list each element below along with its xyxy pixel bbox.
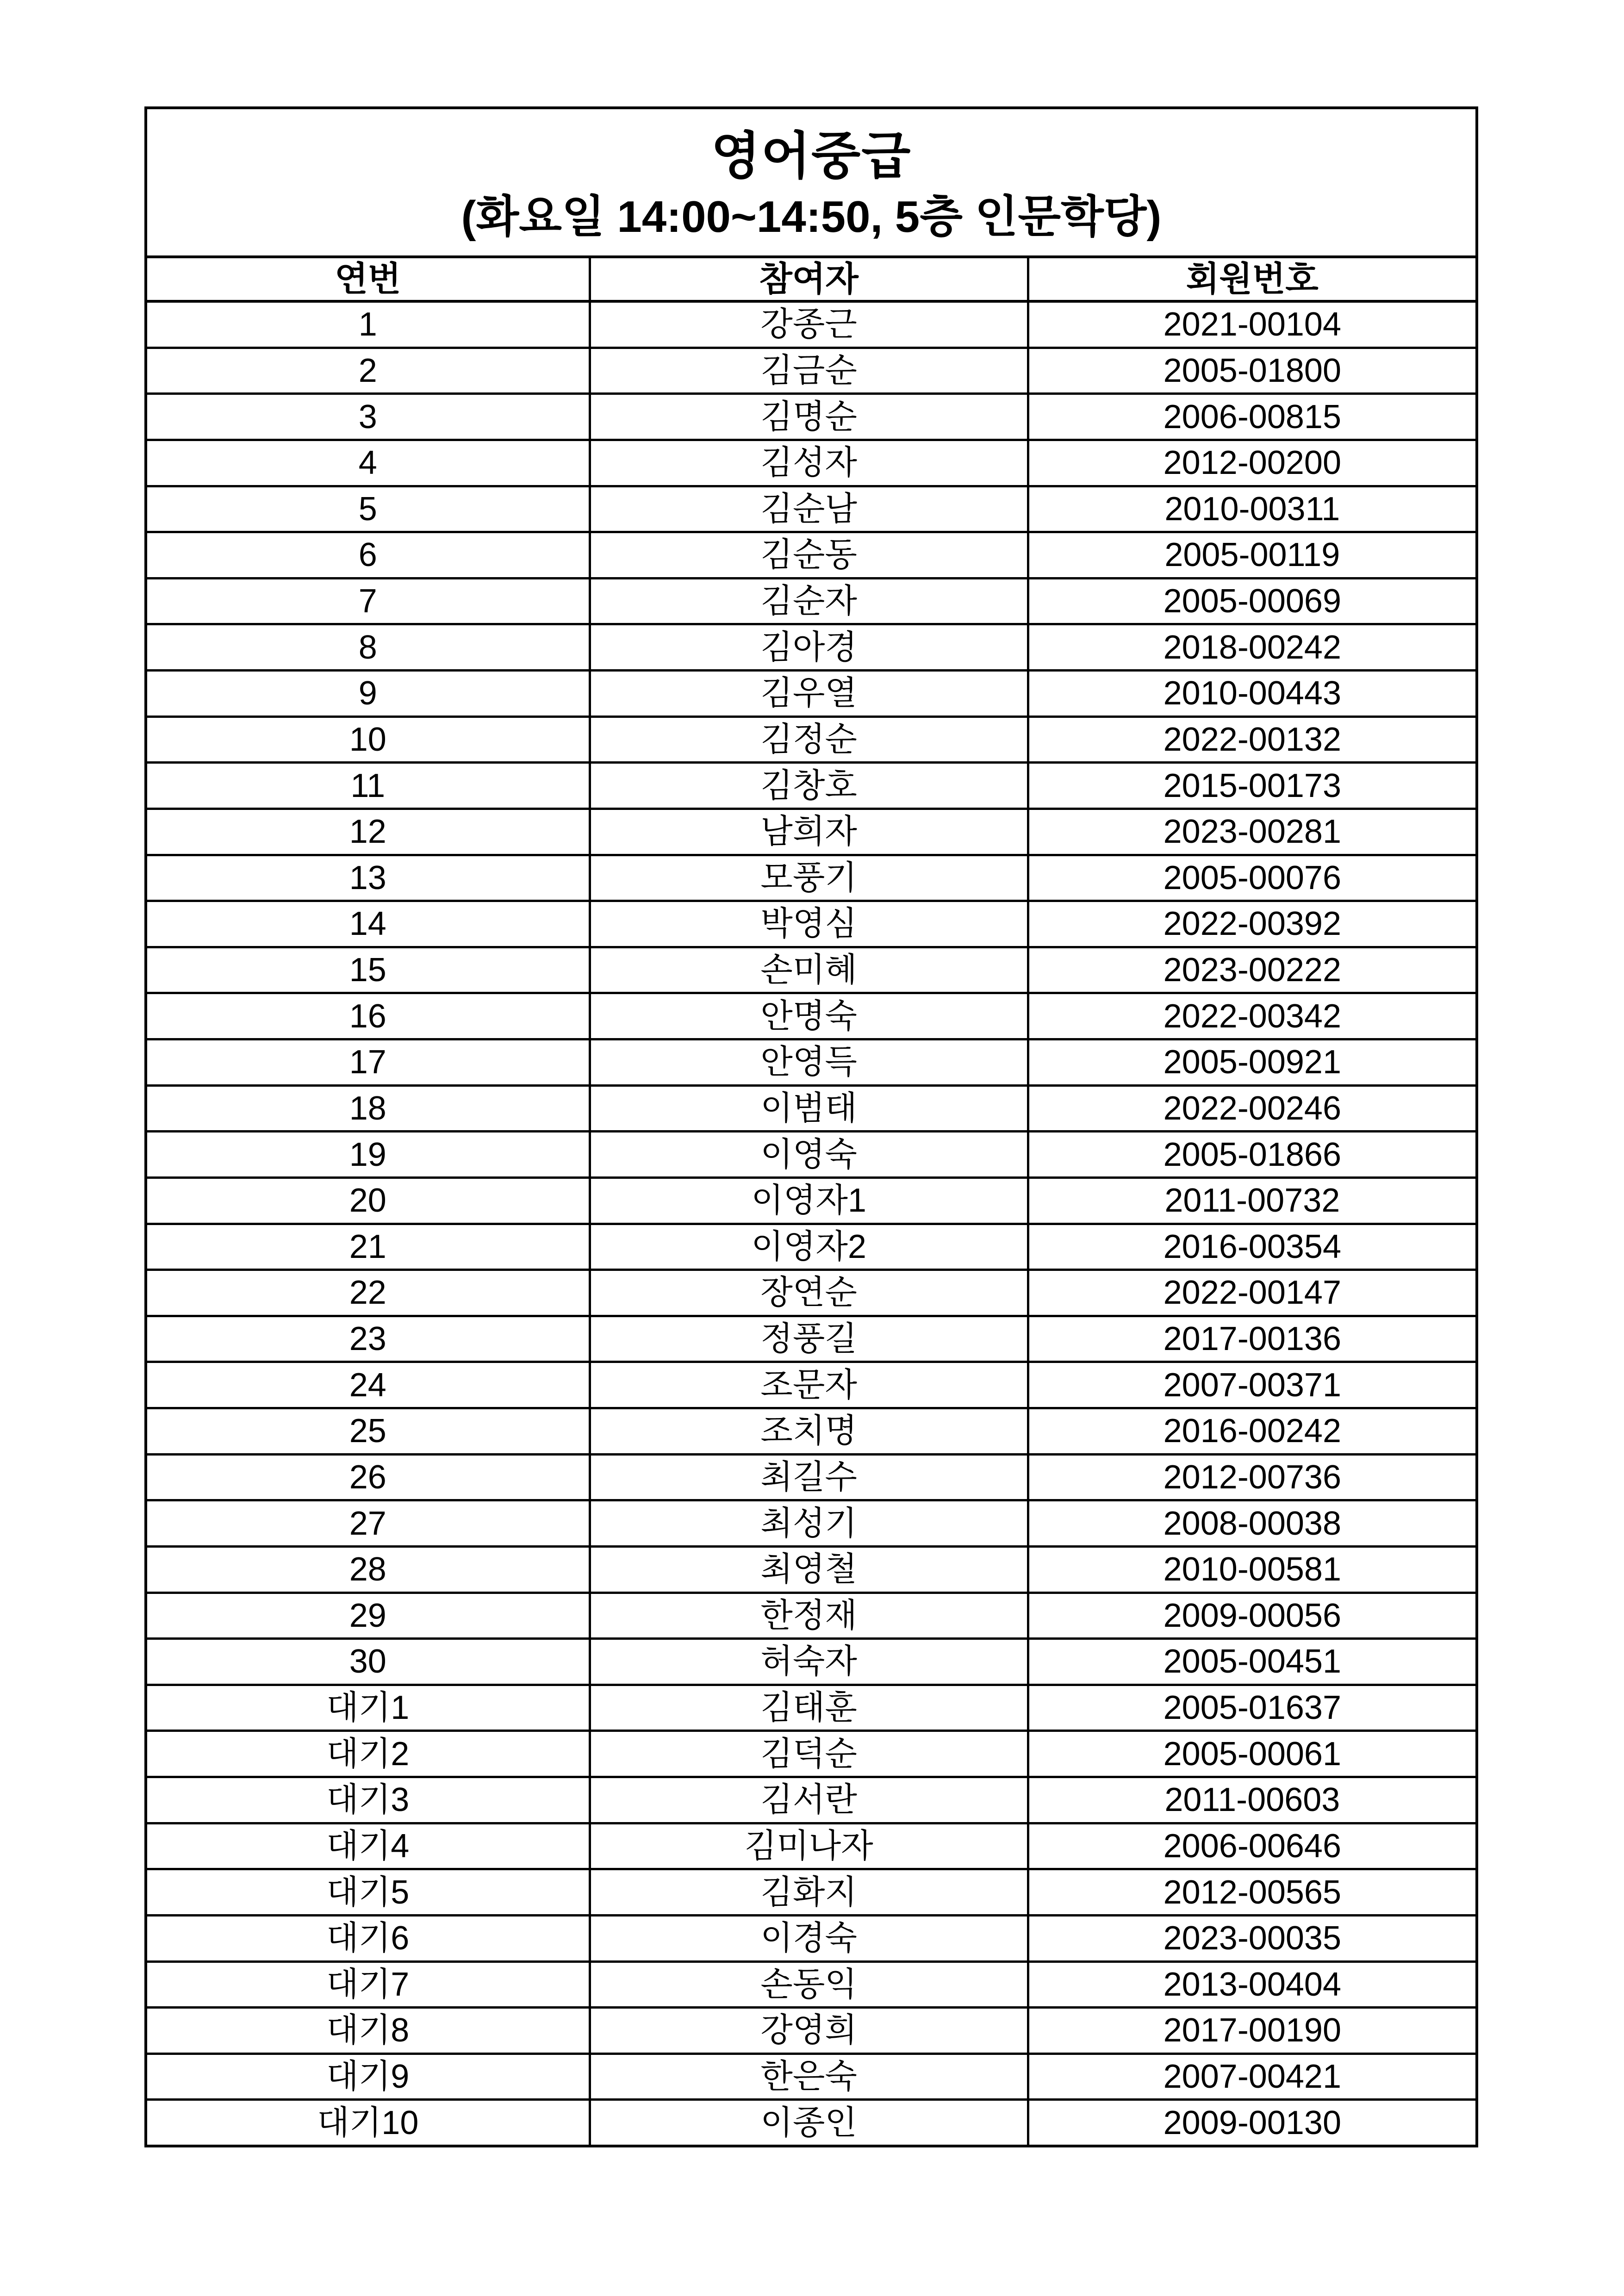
row-number-cell: 11 <box>147 764 591 808</box>
row-number-cell: 20 <box>147 1179 591 1223</box>
table-row <box>147 718 1475 764</box>
header-participant: 참여자 <box>591 258 1029 300</box>
participant-cell: 이범태 <box>591 1087 1029 1131</box>
row-number-cell: 4 <box>147 441 591 485</box>
member-id-cell: 2017-00190 <box>1163 2012 1342 2049</box>
member-id-cell: 2010-00581 <box>1163 1551 1342 1588</box>
member-id-cell: 2023-00035 <box>1163 1920 1342 1957</box>
participant-cell: 김성자 <box>591 441 1029 485</box>
table-row <box>147 1916 1475 1963</box>
participant-cell: 안명숙 <box>591 994 1029 1038</box>
row-number-cell: 대기3 <box>147 1778 591 1822</box>
page-title: 영어중급 <box>711 127 912 185</box>
row-number-cell: 7 <box>147 579 591 623</box>
member-id-cell: 2007-00371 <box>1163 1366 1342 1404</box>
row-number-cell: 13 <box>147 856 591 900</box>
row-number-cell: 17 <box>147 1040 591 1084</box>
participant-cell: 이경숙 <box>591 1916 1029 1960</box>
table-row <box>147 2101 1475 2145</box>
participant-cell: 조치명 <box>591 1409 1029 1453</box>
table-row <box>147 1686 1475 1732</box>
participant-cell: 정풍길 <box>591 1317 1029 1361</box>
table-row <box>147 625 1475 672</box>
member-id-cell: 2021-00104 <box>1163 306 1342 343</box>
participant-cell: 김화지 <box>591 1870 1029 1914</box>
row-number-cell: 22 <box>147 1271 591 1315</box>
table-row <box>147 1501 1475 1548</box>
participant-cell: 최길수 <box>591 1456 1029 1500</box>
table-row <box>147 1179 1475 1225</box>
participant-cell: 이종인 <box>591 2101 1029 2145</box>
participant-cell: 최성기 <box>591 1501 1029 1545</box>
participant-cell: 이영숙 <box>591 1132 1029 1176</box>
row-number-cell: 대기5 <box>147 1870 591 1914</box>
row-number-cell: 3 <box>147 395 591 439</box>
member-id-cell: 2005-01637 <box>1163 1689 1342 1727</box>
member-id-cell: 2005-00069 <box>1163 583 1342 620</box>
table-row <box>147 1225 1475 1271</box>
member-id-cell: 2012-00736 <box>1163 1458 1342 1496</box>
member-id-cell: 2011-00603 <box>1164 1781 1340 1819</box>
table-row <box>147 1271 1475 1317</box>
row-number-cell: 8 <box>147 625 591 669</box>
participant-cell: 김순남 <box>591 487 1029 531</box>
row-number-cell: 16 <box>147 994 591 1038</box>
row-number-cell: 대기6 <box>147 1916 591 1960</box>
table-row <box>147 579 1475 626</box>
table-row <box>147 948 1475 995</box>
member-id-cell: 2005-00061 <box>1163 1735 1342 1773</box>
table-row <box>147 1409 1475 1456</box>
participant-cell: 장연순 <box>591 1271 1029 1315</box>
row-number-cell: 대기4 <box>147 1824 591 1868</box>
row-number-cell: 2 <box>147 349 591 393</box>
member-id-cell: 2022-00147 <box>1163 1274 1342 1312</box>
table-body <box>147 303 1475 2145</box>
member-id-cell: 2012-00565 <box>1163 1873 1342 1911</box>
row-number-cell: 28 <box>147 1548 591 1592</box>
member-id-cell: 2022-00392 <box>1163 905 1342 943</box>
participant-cell: 손동익 <box>591 1963 1029 2007</box>
participant-cell: 김서란 <box>591 1778 1029 1822</box>
table-row <box>147 1040 1475 1087</box>
row-number-cell: 23 <box>147 1317 591 1361</box>
member-id-cell: 2022-00342 <box>1163 997 1342 1035</box>
header-member-id: 회원번호 <box>1186 260 1319 298</box>
participant-cell: 김미나자 <box>591 1824 1029 1868</box>
row-number-cell: 대기8 <box>147 2009 591 2053</box>
table-row <box>147 856 1475 902</box>
table-row <box>147 1132 1475 1179</box>
row-number-cell: 대기7 <box>147 1963 591 2007</box>
member-id-cell: 2016-00354 <box>1163 1228 1342 1265</box>
participant-cell: 김우열 <box>591 672 1029 716</box>
participant-cell: 강종근 <box>591 303 1029 347</box>
table-row <box>147 441 1475 487</box>
row-number-cell: 1 <box>147 303 591 347</box>
member-id-cell: 2005-01866 <box>1163 1136 1342 1173</box>
table-row <box>147 533 1475 579</box>
participant-cell: 김창호 <box>591 764 1029 808</box>
member-id-cell: 2015-00173 <box>1163 767 1342 804</box>
table-row <box>147 672 1475 718</box>
member-id-cell: 2009-00056 <box>1163 1597 1342 1634</box>
table-row <box>147 810 1475 856</box>
member-id-cell: 2005-00076 <box>1163 859 1342 896</box>
row-number-cell: 30 <box>147 1640 591 1684</box>
member-id-cell: 2006-00646 <box>1163 1827 1342 1865</box>
table-row <box>147 764 1475 810</box>
row-number-cell: 18 <box>147 1087 591 1131</box>
row-number-cell: 15 <box>147 948 591 992</box>
participant-cell: 김아경 <box>591 625 1029 669</box>
table-row <box>147 349 1475 395</box>
participant-cell: 조문자 <box>591 1363 1029 1407</box>
table-row <box>147 2009 1475 2055</box>
participant-cell: 모풍기 <box>591 856 1029 900</box>
member-id-cell: 2010-00311 <box>1164 490 1340 528</box>
member-id-cell: 2005-00921 <box>1163 1044 1342 1081</box>
table-row <box>147 994 1475 1040</box>
participant-cell: 남희자 <box>591 810 1029 854</box>
row-number-cell: 대기9 <box>147 2055 591 2099</box>
member-id-cell: 2013-00404 <box>1163 1966 1342 2003</box>
participant-cell: 이영자1 <box>591 1179 1029 1223</box>
member-id-cell: 2022-00132 <box>1163 721 1342 758</box>
row-number-cell: 26 <box>147 1456 591 1500</box>
member-id-cell: 2007-00421 <box>1163 2058 1342 2096</box>
row-number-cell: 5 <box>147 487 591 531</box>
row-number-cell: 24 <box>147 1363 591 1407</box>
participant-cell: 김금순 <box>591 349 1029 393</box>
row-number-cell: 대기2 <box>147 1732 591 1776</box>
row-number-cell: 29 <box>147 1594 591 1638</box>
member-id-cell: 2022-00246 <box>1163 1089 1342 1127</box>
row-number-cell: 27 <box>147 1501 591 1545</box>
table-row <box>147 1778 1475 1824</box>
member-id-cell: 2010-00443 <box>1163 675 1342 712</box>
table-row <box>147 487 1475 534</box>
table-row <box>147 1087 1475 1133</box>
table-header-row <box>147 258 1475 303</box>
table-row <box>147 1870 1475 1916</box>
table-row <box>147 1963 1475 2009</box>
title-cell <box>147 109 1475 258</box>
participant-cell: 김덕순 <box>591 1732 1029 1776</box>
table-row <box>147 1824 1475 1871</box>
table-row <box>147 1363 1475 1409</box>
participant-cell: 김순동 <box>591 533 1029 577</box>
row-number-cell: 대기10 <box>147 2101 591 2145</box>
member-id-cell: 2023-00281 <box>1163 813 1342 851</box>
member-id-cell: 2018-00242 <box>1163 628 1342 666</box>
member-id-cell: 2016-00242 <box>1163 1412 1342 1450</box>
row-number-cell: 대기1 <box>147 1686 591 1730</box>
member-id-cell: 2006-00815 <box>1163 398 1342 436</box>
roster-table <box>144 106 1478 2147</box>
member-id-cell: 2008-00038 <box>1163 1505 1342 1542</box>
table-row <box>147 1732 1475 1778</box>
row-number-cell: 25 <box>147 1409 591 1453</box>
participant-cell: 한은숙 <box>591 2055 1029 2099</box>
participant-cell: 허숙자 <box>591 1640 1029 1684</box>
participant-cell: 김명순 <box>591 395 1029 439</box>
table-row <box>147 1317 1475 1363</box>
row-number-cell: 12 <box>147 810 591 854</box>
participant-cell: 김태훈 <box>591 1686 1029 1730</box>
header-no: 연번 <box>147 258 591 300</box>
row-number-cell: 6 <box>147 533 591 577</box>
row-number-cell: 9 <box>147 672 591 716</box>
participant-cell: 김정순 <box>591 718 1029 762</box>
row-number-cell: 19 <box>147 1132 591 1176</box>
table-row <box>147 1594 1475 1640</box>
table-row <box>147 1548 1475 1594</box>
participant-cell: 안영득 <box>591 1040 1029 1084</box>
table-row <box>147 1456 1475 1502</box>
member-id-cell: 2017-00136 <box>1163 1320 1342 1358</box>
member-id-cell: 2005-01800 <box>1163 352 1342 389</box>
member-id-cell: 2023-00222 <box>1163 952 1342 989</box>
table-row <box>147 902 1475 948</box>
member-id-cell: 2005-00119 <box>1164 536 1340 574</box>
row-number-cell: 21 <box>147 1225 591 1269</box>
participant-cell: 강영희 <box>591 2009 1029 2053</box>
member-id-cell: 2011-00732 <box>1164 1182 1340 1220</box>
participant-cell: 한정재 <box>591 1594 1029 1638</box>
participant-cell: 박영심 <box>591 902 1029 946</box>
participant-cell: 최영철 <box>591 1548 1029 1592</box>
member-id-cell: 2009-00130 <box>1163 2104 1342 2141</box>
table-row <box>147 395 1475 441</box>
participant-cell: 김순자 <box>591 579 1029 623</box>
participant-cell: 이영자2 <box>591 1225 1029 1269</box>
page-subtitle: (화요일 14:00~14:50, 5층 인문학당) <box>461 192 1162 242</box>
table-row <box>147 2055 1475 2101</box>
member-id-cell: 2005-00451 <box>1163 1643 1342 1680</box>
table-row <box>147 303 1475 349</box>
row-number-cell: 14 <box>147 902 591 946</box>
row-number-cell: 10 <box>147 718 591 762</box>
table-row <box>147 1640 1475 1686</box>
member-id-cell: 2012-00200 <box>1163 444 1342 482</box>
participant-cell: 손미혜 <box>591 948 1029 992</box>
